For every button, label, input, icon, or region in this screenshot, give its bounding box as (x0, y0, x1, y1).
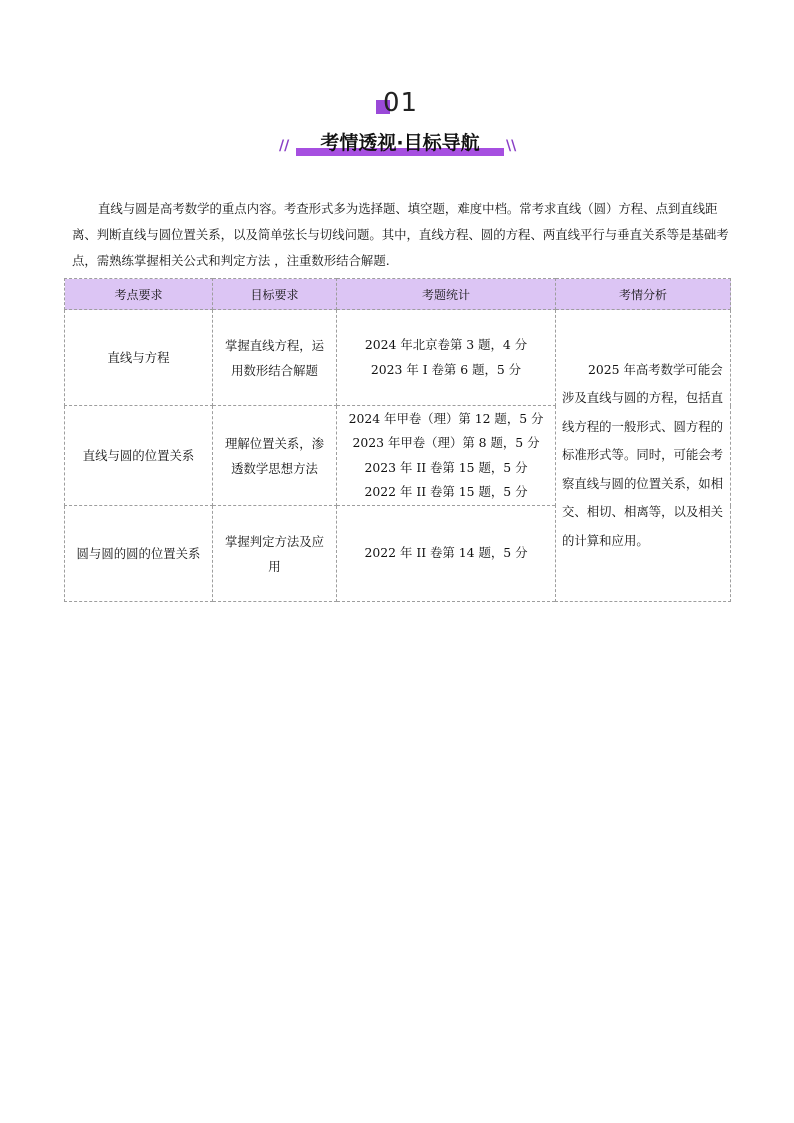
exam-overview-table (64, 278, 731, 602)
stat-line: 2023 年 II 卷第 15 题，5 分 (364, 459, 528, 475)
section-header (0, 90, 794, 170)
right-slash-decoration: \\ (506, 138, 517, 154)
left-slash-decoration: // (279, 138, 290, 154)
stat-line: 2023 年甲卷（理）第 8 题，5 分 (352, 435, 540, 450)
goal-cell: 理解位置关系，渗透数学思想方法 (213, 406, 337, 506)
table-header-row (65, 279, 731, 310)
header-cell: 考题统计 (337, 279, 556, 310)
stat-line: 2022 年 II 卷第 15 题，5 分 (364, 484, 528, 499)
point-cell: 直线与方程 (65, 310, 213, 406)
intro-paragraph-block (72, 196, 734, 274)
section-title: 考情透视·目标导航 (320, 132, 480, 154)
stats-cell (337, 506, 556, 602)
stat-line: 2023 年 I 卷第 6 题，5 分 (370, 361, 522, 377)
goal-cell: 掌握直线方程，运用数形结合解题 (213, 310, 337, 406)
analysis-cell: 2025 年高考数学可能会涉及直线与圆的方程，包括直线方程的一般形式、圆方程的标准形式等。同时，可能会考察直线与圆的位置关系，如相交、相切、相离等，以及相关的计算和应用。 (556, 310, 731, 602)
stats-cell (337, 310, 556, 406)
stat-line: 2022 年 II 卷第 14 题，5 分 (364, 545, 528, 561)
header-cell: 考情分析 (556, 279, 731, 310)
intro-text: 直线与圆是高考数学的重点内容。考查形式多为选择题、填空题，难度中档。常考求直线（圆）方程、点到直线距离、判断直线与圆位置关系，以及简单弦长与切线问题。其中，直线方程、圆的方程、两直线平行与垂直关系等是基础考点，需熟练掌握相关公式和判定方法 ，注重数形结合解题. (72, 201, 729, 268)
stat-line: 2024 年北京卷第 3 题，4 分 (364, 337, 528, 352)
table-row (65, 310, 731, 406)
header-cell: 考点要求 (65, 279, 213, 310)
goal-cell: 掌握判定方法及应用 (213, 506, 337, 602)
stats-cell (337, 406, 556, 506)
header-cell: 目标要求 (213, 279, 337, 310)
stat-line: 2024 年甲卷（理）第 12 题，5 分 (348, 410, 544, 426)
section-number: 01 (383, 88, 419, 118)
point-cell: 圆与圆的圆的位置关系 (65, 506, 213, 602)
point-cell: 直线与圆的位置关系 (65, 406, 213, 506)
